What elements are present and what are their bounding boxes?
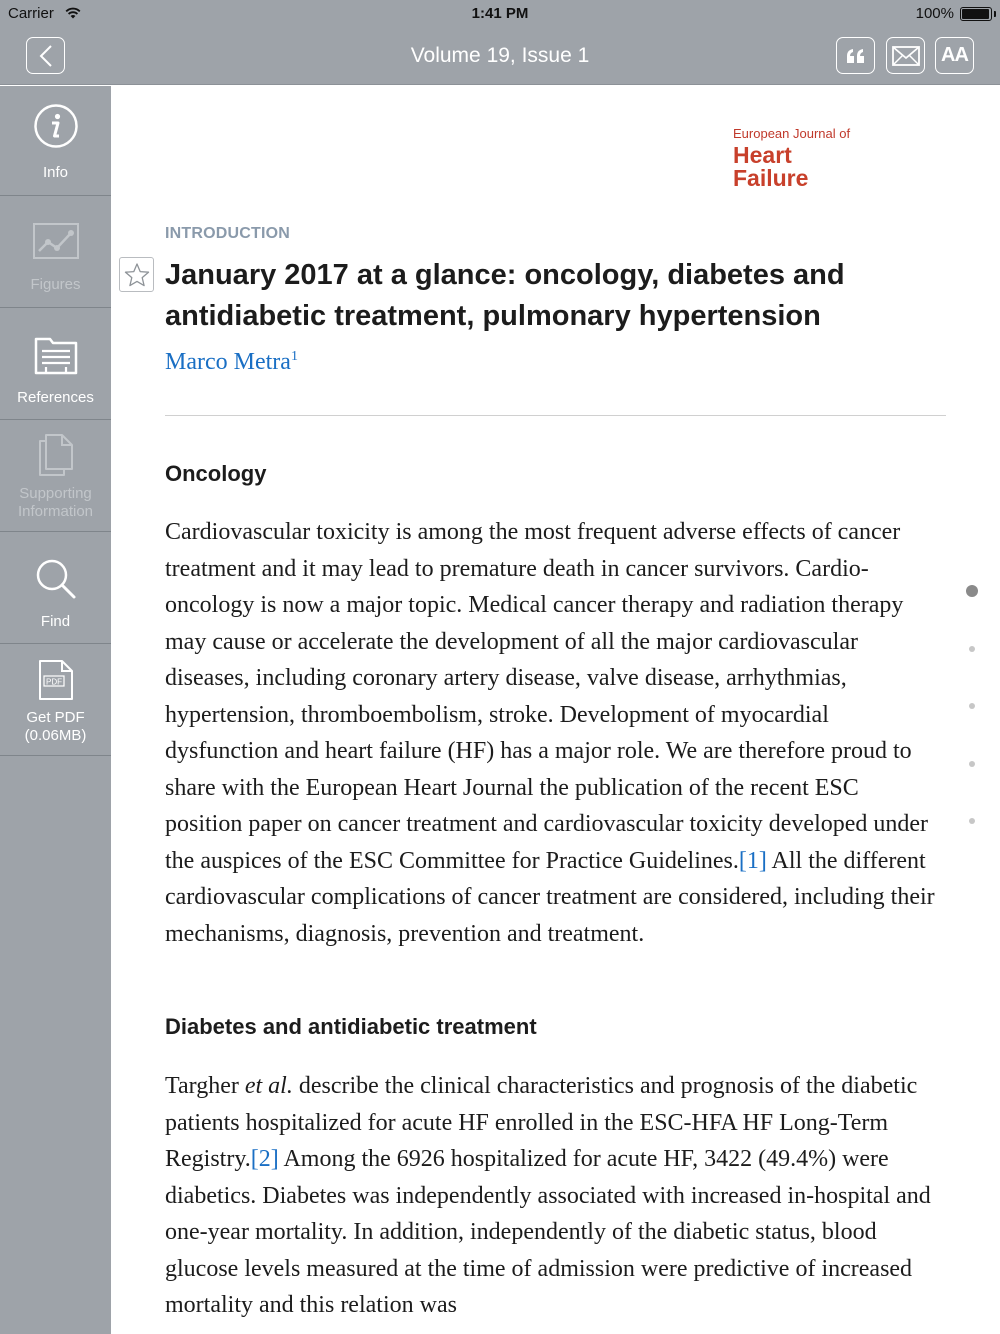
author-link[interactable] [165,349,298,376]
font-size-label: AA [941,44,968,66]
paragraph [165,514,940,952]
author-affiliation: 1 [290,349,298,364]
sidebar-item-label: Find [40,613,71,630]
section-label: INTRODUCTION [165,225,291,242]
journal-logo [733,126,850,190]
article-title: January 2017 at a glance: oncology, diabetes and antidiabetic treatment, pulmonary hypertension [165,259,845,332]
pdf-icon-text: PDF [45,677,62,687]
paragraph-text: Among the 6926 hospitalized for acute HF, 3422 (49.4%) were diabetics. Diabetes was independently associated with increased in-hospital and one-year mortality. In addition, independently of the diabetic status, blood glucose levels measured at the time of admission were predictive of increased mortality and this relation was [165,1146,931,1318]
reference-link[interactable]: [1] [738,847,767,874]
battery-icon [960,7,992,21]
chart-icon [33,223,79,261]
references-icon [33,337,79,375]
paragraph [165,1068,940,1324]
paragraph-text: describe the clinical characteristics and prognosis of the diabetic patients hospitalized for acute HF enrolled in the ESC-HFA HF Long-Term Registry. [165,1073,918,1172]
page-dot[interactable] [969,818,975,824]
sidebar-item-find[interactable] [0,533,111,644]
section-heading: Oncology [165,461,267,486]
font-size-button[interactable] [935,37,974,74]
documents-icon [36,433,76,477]
cite-button[interactable] [836,37,875,74]
search-icon [35,558,77,600]
journal-logo-small: European Journal of [733,126,851,141]
sidebar-item-label: Info [42,164,69,181]
status-carrier: Carrier [8,5,54,22]
sidebar-item-figures[interactable] [0,197,111,308]
nav-title: Volume 19, Issue 1 [410,44,590,67]
journal-logo-line: Failure [733,165,809,191]
sidebar [0,86,111,1334]
pdf-icon [38,659,74,701]
page-dot[interactable] [969,646,975,652]
journal-logo-line: Heart [733,142,792,168]
page-indicator [966,585,978,835]
section-heading: Diabetes and antidiabetic treatment [165,1014,537,1039]
status-battery-text: 100% [915,5,954,22]
paragraph-italic: et al. [244,1073,293,1099]
chevron-left-icon [39,44,53,68]
divider [165,415,946,416]
sidebar-item-label: Get PDF (0.06MB) [24,709,87,744]
top-bar [0,0,1000,85]
sidebar-item-references[interactable] [0,309,111,420]
info-icon [33,103,79,149]
sidebar-item-label: Supporting Information [17,485,94,520]
journal-logo-name [733,144,850,190]
back-button[interactable] [26,37,65,74]
paragraph-text: All the different cardiovascular complications of cancer treatment are considered, including their mechanisms, diagnosis, prevention and treatment. [165,847,935,947]
status-time: 1:41 PM [471,5,529,22]
sidebar-item-label: References [17,389,94,406]
reference-link[interactable]: [2] [250,1146,279,1172]
paragraph-text: Cardiovascular toxicity is among the most frequent adverse effects of cancer treatment and it may lead to premature death in cancer survivors. Cardio-oncology is now a major topic. Medical cancer therapy and radiation therapy may cause or accelerate the development of all the major cardiovascular diseases, including coronary artery disease, valve disease, arrhythmias, hypertension, thromboembolism, stroke. Development of myocardial dysfunction and heart failure (HF) has a major role. We are therefore proud to share with the European Heart Journal the publication of the recent ESC position paper on cancer treatment and cardiovascular toxicity developed under the auspices of the ESC Committee for Practice Guidelines. [165,519,929,874]
sidebar-item-supporting-information[interactable] [0,421,111,532]
envelope-icon [892,46,920,66]
email-button[interactable] [886,37,925,74]
quote-icon [846,48,866,64]
page-dot[interactable] [966,585,978,597]
sidebar-item-label: Figures [30,276,81,293]
page-dot[interactable] [969,761,975,767]
sidebar-item-get-pdf[interactable] [0,645,111,756]
author-name: Marco Metra [165,349,291,375]
star-icon [124,262,150,288]
favorite-button[interactable] [119,257,154,292]
page-dot[interactable] [969,703,975,709]
paragraph-text: Targher [165,1073,245,1099]
battery-fill [962,9,989,19]
sidebar-item-info[interactable] [0,86,111,196]
